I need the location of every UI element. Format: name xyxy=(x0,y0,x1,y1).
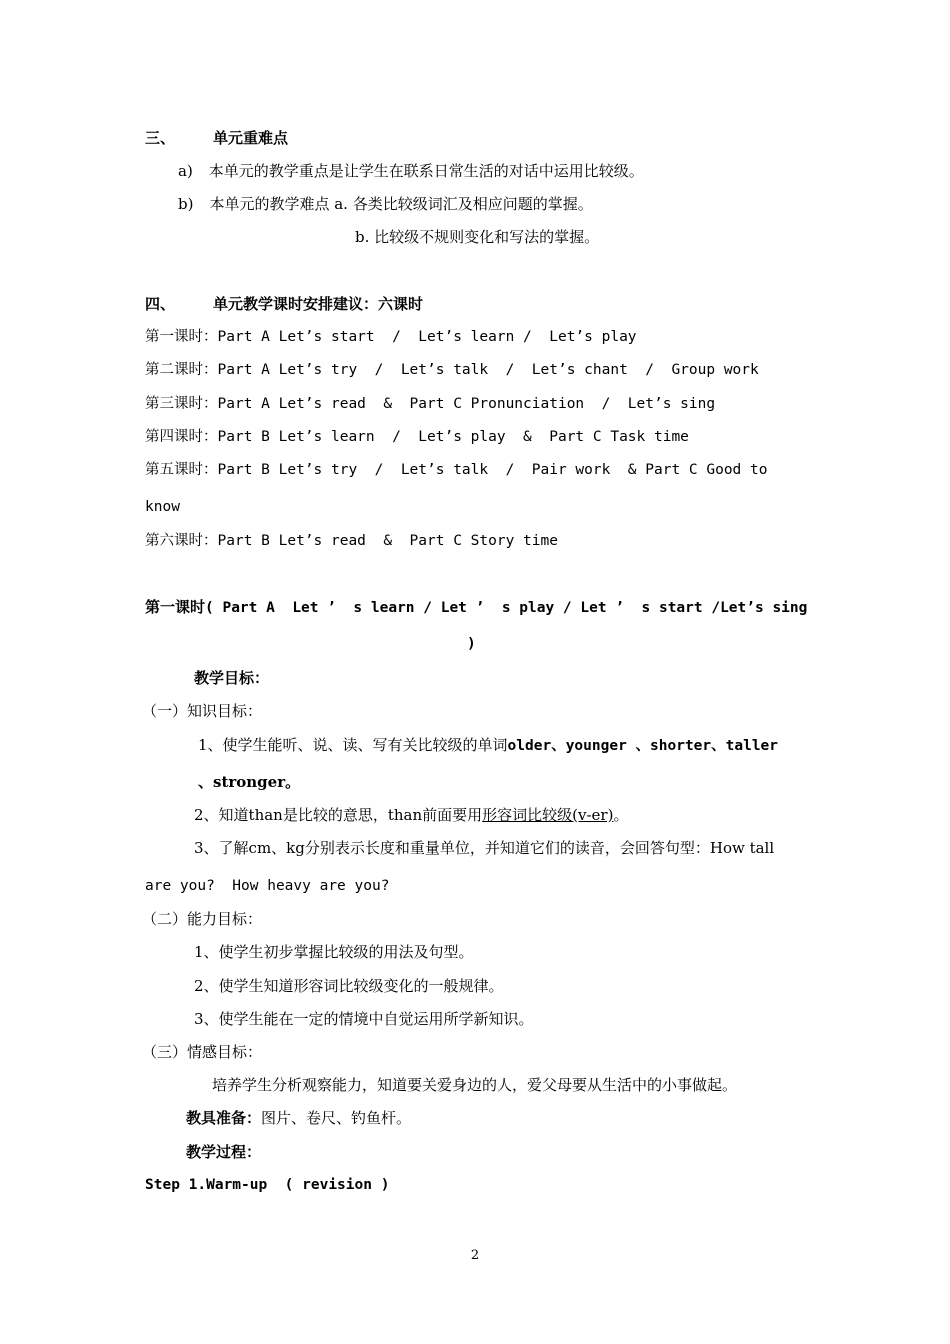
schedule-line-5-cont: know xyxy=(145,499,180,515)
underlined-phrase: 形容词比较级(v-er) xyxy=(482,806,614,824)
teaching-tools xyxy=(186,1108,411,1128)
knowledge-goal-3: 3、了解cm、kg分别表示长度和重量单位，并知道它们的读音，会回答句型：How tall xyxy=(194,839,775,857)
teaching-tools-text: 图片、卷尺、钓鱼杆。 xyxy=(261,1109,412,1127)
page-number: 2 xyxy=(470,1248,480,1263)
schedule-line-2: 第二课时：Part A Let’s try / Let’s talk / Let’s chant / Group work xyxy=(145,362,759,378)
knowledge-goal-1: 1、使学生能听、说、读、写有关比较级的单词older、younger 、shorter、taller xyxy=(198,736,779,754)
lesson1-heading-close: ) xyxy=(467,636,476,652)
lesson1-heading-en: ( Part A Let ’ s learn / Let ’ s play / Let ’ s start /Let’s sing xyxy=(205,600,808,616)
section3-item-b: b) 本单元的教学难点 a. 各类比较级词汇及相应问题的掌握。 xyxy=(178,195,593,213)
section3-item-b2: b. 比较级不规则变化和写法的掌握。 xyxy=(355,228,600,246)
step-1-heading: Step 1.Warm-up ( revision ) xyxy=(145,1177,390,1193)
schedule-line-6: 第六课时：Part B Let’s read & Part C Story time xyxy=(145,533,558,549)
section3-heading xyxy=(145,128,288,148)
emotion-goal-1: 培养学生分析观察能力，知道要关爱身边的人，爱父母要从生活中的小事做起。 xyxy=(212,1076,738,1094)
section4-title: 单元教学课时安排建议：六课时 xyxy=(213,295,424,313)
teaching-process-title: 教学过程： xyxy=(186,1143,262,1161)
teaching-goals-title: 教学目标： xyxy=(194,669,270,687)
lesson1-heading-cn: 第一课时 xyxy=(145,598,206,616)
section3-item-a: a) 本单元的教学重点是让学生在联系日常生活的对话中运用比较级。 xyxy=(178,162,644,180)
schedule-line-3: 第三课时：Part A Let’s read & Part C Pronunciation / Let’s sing xyxy=(145,396,716,412)
ability-goals-title: （二）能力目标： xyxy=(142,910,263,928)
knowledge-goal-3-cont: are you? How heavy are you? xyxy=(145,878,390,894)
ability-goal-1: 1、使学生初步掌握比较级的用法及句型。 xyxy=(194,943,474,961)
section3-title: 单元重难点 xyxy=(213,129,289,147)
knowledge-goal-1-cont: 、stronger。 xyxy=(198,773,301,791)
knowledge-goals-title: （一）知识目标： xyxy=(142,702,263,720)
section3-number: 三、 xyxy=(145,129,176,147)
lesson1-heading xyxy=(145,597,807,618)
comparative-words: older、younger 、shorter、taller xyxy=(507,738,779,754)
teaching-tools-label: 教具准备： xyxy=(186,1109,262,1127)
ability-goal-3: 3、使学生能在一定的情境中自觉运用所学新知识。 xyxy=(194,1010,534,1028)
ability-goal-2: 2、使学生知道形容词比较级变化的一般规律。 xyxy=(194,977,504,995)
knowledge-goal-2: 2、知道than是比较的意思，than前面要用形容词比较级(v-er)。 xyxy=(194,806,629,824)
schedule-line-1: 第一课时：Part A Let’s start / Let’s learn / Let’s play xyxy=(145,329,637,345)
schedule-line-4: 第四课时：Part B Let’s learn / Let’s play & Part C Task time xyxy=(145,429,689,445)
section4-number: 四、 xyxy=(145,295,176,313)
emotion-goals-title: （三）情感目标： xyxy=(142,1043,263,1061)
schedule-line-5: 第五课时：Part B Let’s try / Let’s talk / Pair work & Part C Good to xyxy=(145,462,768,478)
section4-heading xyxy=(145,294,423,314)
